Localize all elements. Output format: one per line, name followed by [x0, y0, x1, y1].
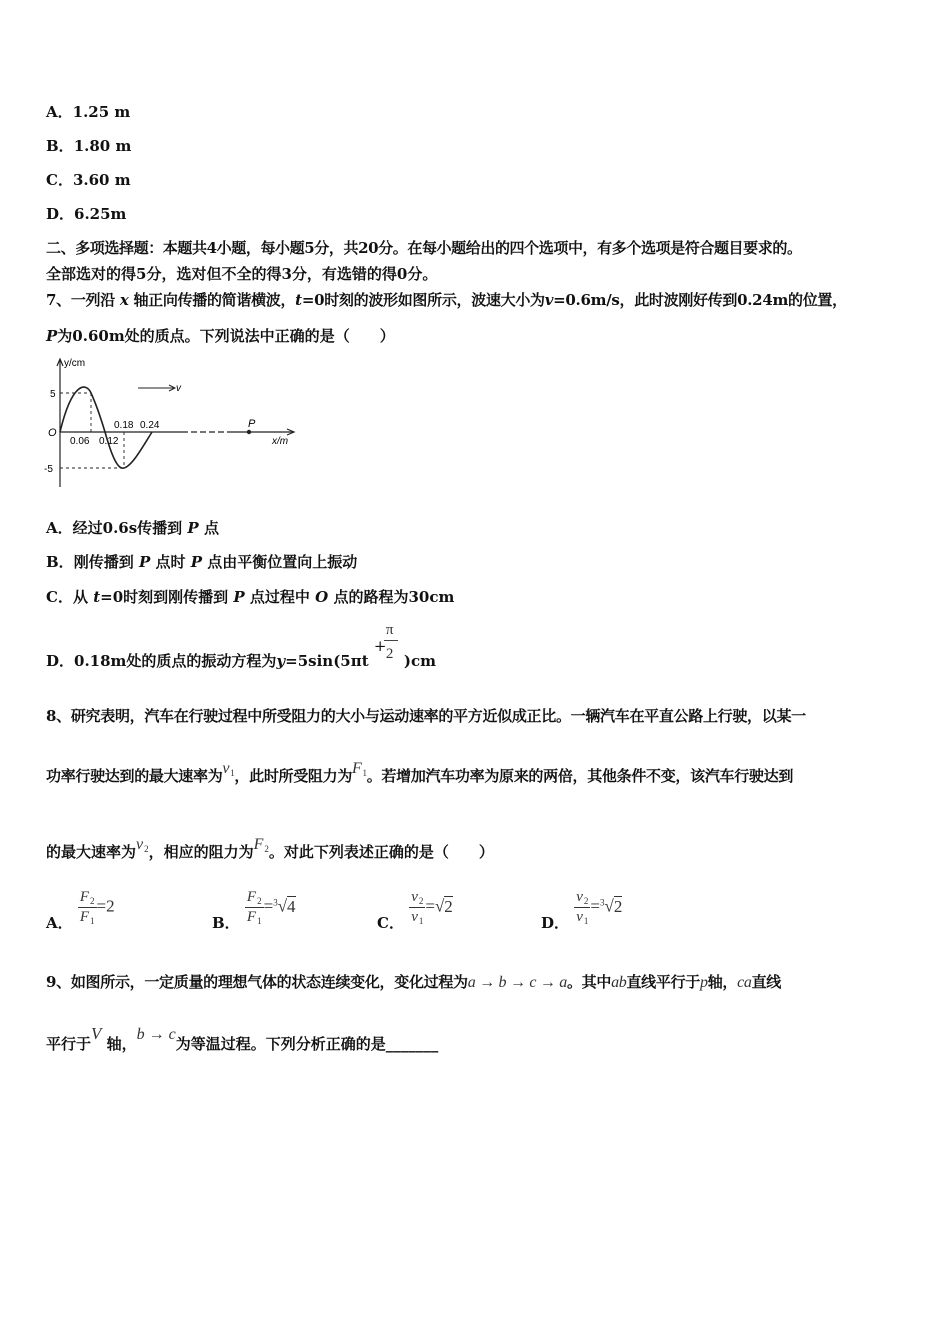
answer-blank: _______ [385, 1035, 439, 1053]
q6-option-c: C．3.60 m [46, 171, 131, 189]
q8-stem-line1: 8、研究表明，汽车在行驶过程中所受阻力的大小与运动速率的平方近似成正比。一辆汽车在平直公路上行驶，以某一 [46, 707, 806, 725]
fraction-c: $\frac{v_2}{v_1}$ [411, 889, 424, 926]
radical-sign: √ [277, 896, 288, 916]
q6-option-d: D．6.25m [46, 205, 127, 223]
x-tick-006: 0.06 [70, 436, 90, 447]
wave-curve [60, 387, 152, 468]
q8-option-a: A． $\frac{F_2}{F_1}$ =2 [46, 889, 115, 932]
q7-option-a: A．经过0.6s传播到 P 点 [46, 519, 219, 537]
x-tick-018: 0.18 [114, 420, 134, 431]
radical-sign: √ [604, 896, 614, 916]
q7-option-b: B．刚传播到 P 点时 P 点由平衡位置向上振动 [46, 553, 358, 571]
radical-sign: √ [434, 896, 445, 916]
q9-stem-line2: 平行于V 轴，b → c为等温过程。下列分析正确的是_______ [46, 1024, 439, 1053]
y-axis-label: y/cm [64, 358, 86, 369]
q8-option-b: B． $\frac{F_2}{F_1}$ =$^3$√4 [212, 889, 296, 932]
q7-stem-line2: P为0.60m处的质点。下列说法中正确的是（ ） [46, 327, 395, 345]
x-tick-024: 0.24 [140, 420, 160, 431]
y-tick-neg5: -5 [44, 464, 53, 475]
origin-label: O [48, 427, 57, 439]
q6-option-b: B．1.80 m [46, 137, 132, 155]
x-axis-label: x/m [272, 436, 289, 447]
section2-heading-line2: 全部选对的得5分，选对但不全的得3分，有选错的得0分。 [46, 265, 438, 283]
phase-fraction-bar [384, 640, 398, 641]
fraction-a: $\frac{F_2}{F_1}$ [79, 889, 95, 926]
q6-option-a: A．1.25 m [46, 103, 131, 121]
fraction-b: $\frac{F_2}{F_1}$ [246, 889, 262, 926]
q7-stem-line1: 7、一列沿 x 轴正向传播的简谐横波，t=0时刻的波形如图所示，波速大小为v=0.6m/s，此时波刚好传到0.24m的位置， [46, 291, 847, 309]
point-p [247, 430, 251, 434]
point-p-label: P [248, 418, 256, 430]
q8-stem-line2: 功率行驶达到的最大速率为v1，此时所受阻力为F1。若增加汽车功率为原来的两倍，其他条件不变，该汽车行驶达到 [46, 760, 794, 785]
q8-option-d: D． $\frac{v_2}{v_1}$ =$^3$√2 [541, 889, 623, 932]
wave-graph [42, 352, 302, 492]
section2-heading-line1: 二、多项选择题：本题共4小题，每小题5分，共20分。在每小题给出的四个选项中，有多个选项是符合题目要求的。 [46, 239, 802, 257]
y-tick-5: 5 [50, 389, 56, 400]
fraction-d: $\frac{v_2}{v_1}$ [576, 889, 589, 926]
q8-option-c: C． $\frac{v_2}{v_1}$ =√2 [377, 889, 453, 932]
x-tick-012: 0.12 [99, 436, 119, 447]
q9-stem-line1: 9、如图所示，一定质量的理想气体的状态连续变化，变化过程为a → b → c → a。其中ab直线平行于p轴，ca直线 [46, 973, 782, 991]
velocity-label: v [176, 383, 181, 394]
q7-option-c: C．从 t=0时刻到刚传播到 P 点过程中 O 点的路程为30cm [46, 588, 455, 606]
q8-stem-line3: 的最大速率为v2，相应的阻力为F2。对此下列表述正确的是（ ） [46, 836, 494, 861]
q7-option-d: D．0.18m处的质点的振动方程为y=5sin(5πt + π 2 )cm [46, 622, 436, 670]
phase-fraction: + π 2 [374, 646, 404, 666]
